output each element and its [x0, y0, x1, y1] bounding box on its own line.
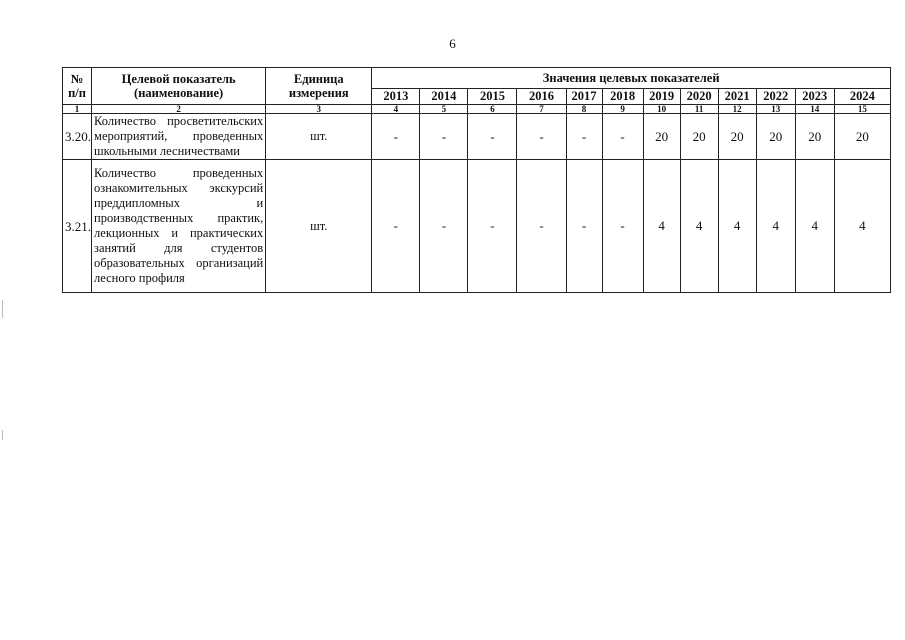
column-number: 1 [63, 105, 92, 114]
header-num: № п/п [63, 68, 92, 105]
value-cell: 20 [756, 114, 795, 160]
year-header: 2023 [795, 89, 834, 105]
page-number: 6 [449, 36, 456, 51]
column-number: 9 [602, 105, 643, 114]
value-cell: 20 [643, 114, 680, 160]
value-cell: - [517, 160, 566, 293]
value-cell: 4 [795, 160, 834, 293]
header-unit: Единица измерения [266, 68, 372, 105]
column-number: 15 [834, 105, 890, 114]
unit-cell: шт. [266, 160, 372, 293]
scan-artifact [2, 430, 3, 440]
value-cell: 4 [718, 160, 756, 293]
value-cell: 20 [680, 114, 718, 160]
year-header: 2014 [420, 89, 468, 105]
value-cell: - [602, 114, 643, 160]
value-cell: - [602, 160, 643, 293]
column-number: 5 [420, 105, 468, 114]
column-number: 2 [92, 105, 266, 114]
value-cell: - [468, 114, 517, 160]
value-cell: 4 [643, 160, 680, 293]
year-header: 2015 [468, 89, 517, 105]
value-cell: 4 [680, 160, 718, 293]
column-number: 6 [468, 105, 517, 114]
year-header: 2024 [834, 89, 890, 105]
value-cell: 4 [834, 160, 890, 293]
year-header: 2016 [517, 89, 566, 105]
year-header: 2019 [643, 89, 680, 105]
indicator-name: Количество просветительских мероприятий, проведенных школьными лесничествами [92, 114, 266, 160]
column-number: 4 [372, 105, 420, 114]
value-cell: - [420, 114, 468, 160]
scan-artifact [2, 300, 3, 318]
column-number: 8 [566, 105, 602, 114]
column-number: 3 [266, 105, 372, 114]
header-values: Значения целевых показателей [372, 68, 891, 89]
year-header: 2020 [680, 89, 718, 105]
column-number: 7 [517, 105, 566, 114]
value-cell: - [372, 160, 420, 293]
value-cell: 20 [795, 114, 834, 160]
value-cell: - [566, 160, 602, 293]
value-cell: 4 [756, 160, 795, 293]
table-row [63, 114, 891, 160]
column-number: 11 [680, 105, 718, 114]
header-row [63, 68, 891, 89]
value-cell: - [517, 114, 566, 160]
row-number: 3.20. [63, 114, 92, 160]
year-header: 2017 [566, 89, 602, 105]
year-header: 2021 [718, 89, 756, 105]
year-header: 2013 [372, 89, 420, 105]
target-indicators-table [62, 67, 891, 293]
value-cell: - [372, 114, 420, 160]
column-number: 14 [795, 105, 834, 114]
value-cell: - [566, 114, 602, 160]
column-number: 10 [643, 105, 680, 114]
column-number: 13 [756, 105, 795, 114]
column-number-row [63, 105, 891, 114]
value-cell: - [468, 160, 517, 293]
header-indicator: Целевой показатель (наименование) [92, 68, 266, 105]
value-cell: 20 [834, 114, 890, 160]
indicator-name: Количество проведенных ознакомительных экскурсий преддипломных и производственных практик, лекционных и практических занятий для студентов образовательных организаций лесного профиля [92, 160, 266, 293]
value-cell: 20 [718, 114, 756, 160]
row-number: 3.21. [63, 160, 92, 293]
unit-cell: шт. [266, 114, 372, 160]
column-number: 12 [718, 105, 756, 114]
year-header: 2022 [756, 89, 795, 105]
table-row [63, 160, 891, 293]
year-header: 2018 [602, 89, 643, 105]
value-cell: - [420, 160, 468, 293]
